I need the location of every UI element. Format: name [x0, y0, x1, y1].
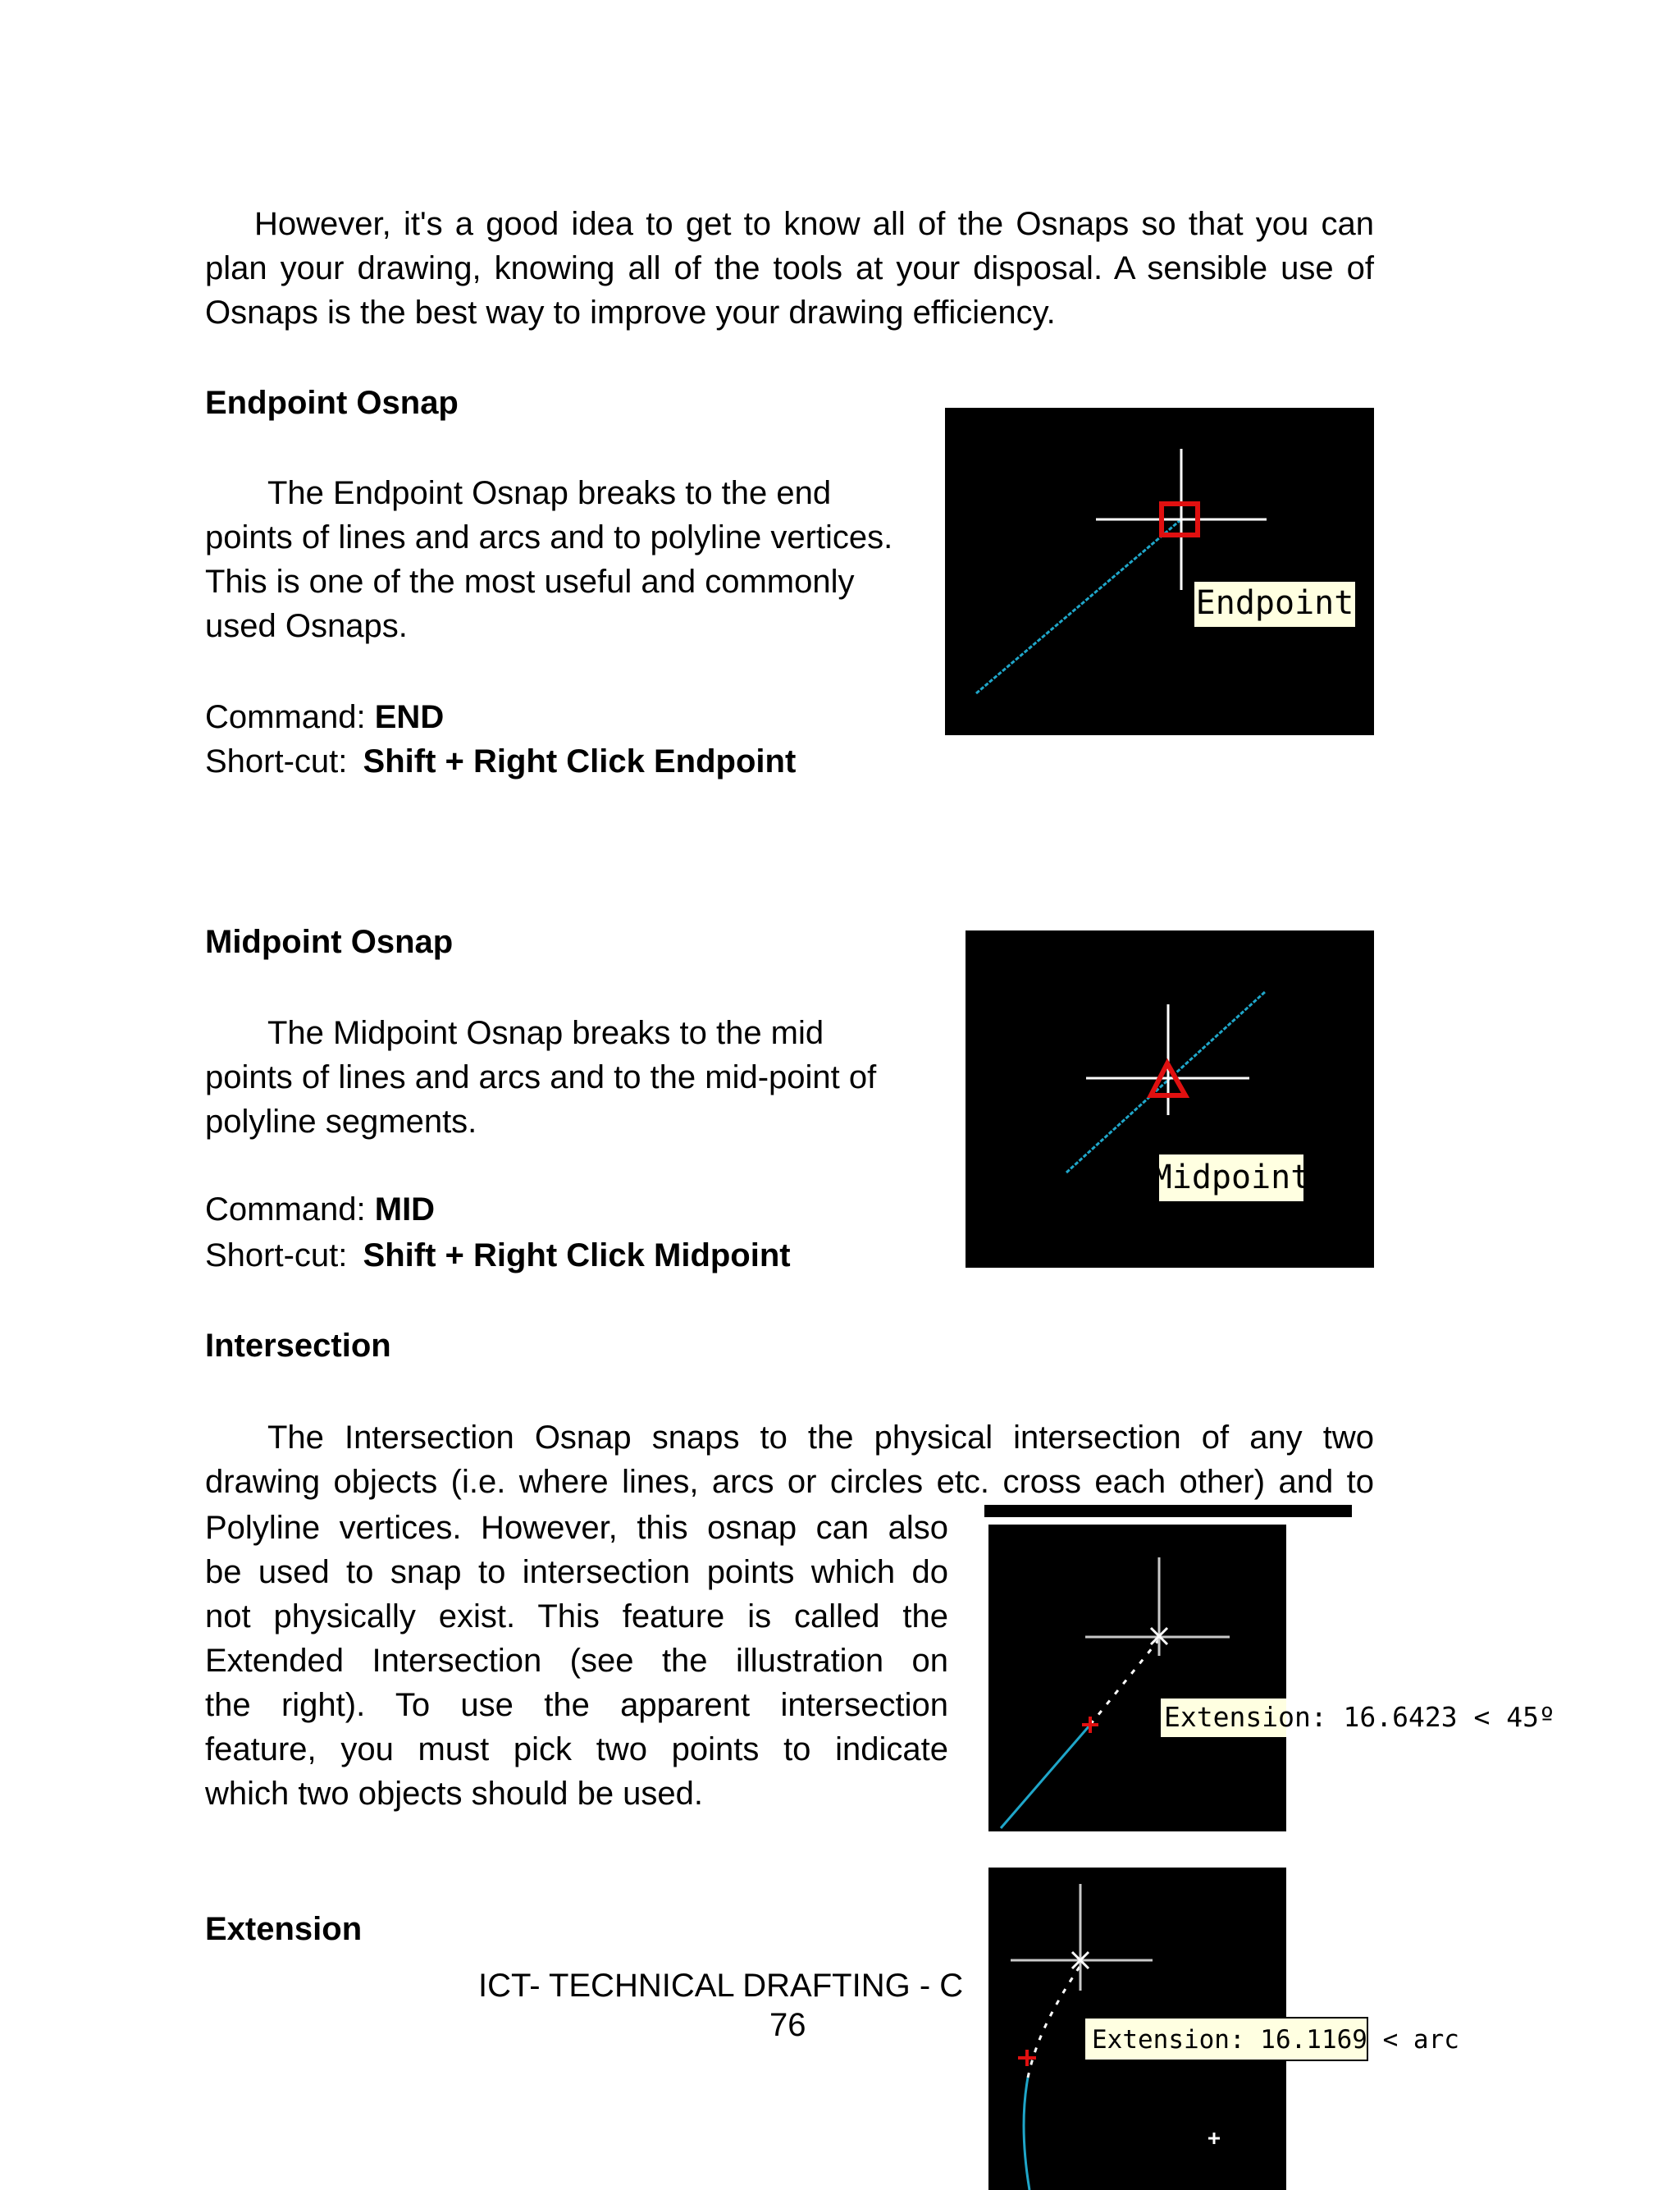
acquired-point-icon [1018, 2050, 1036, 2066]
endpoint-shortcut [205, 739, 796, 784]
endpoint-command [205, 695, 444, 739]
intersection-line: not physically exist. This feature is called the [205, 1598, 948, 1634]
intersection-line: The Intersection Osnap snaps to the physical intersection of any two [267, 1420, 1374, 1456]
cad-arc [1024, 2078, 1029, 2190]
midpoint-heading: Midpoint Osnap [205, 924, 454, 960]
shortcut-label: Short-cut: [205, 1237, 348, 1273]
command-value: MID [374, 1191, 436, 1228]
intro-paragraph [205, 202, 1374, 335]
midpoint-description [205, 1011, 927, 1144]
endpoint-figure [945, 408, 1374, 735]
endpoint-line: This is one of the most useful and commonly [205, 564, 855, 600]
cad-line [1001, 1725, 1090, 1828]
intersection-wrap-paragraph [205, 1506, 948, 1816]
extension-tooltip [1084, 2017, 1459, 2061]
shortcut-label: Short-cut: [205, 743, 348, 780]
intersection-line: feature, you must pick two points to indicate [205, 1731, 948, 1767]
intro-line: Osnaps is the best way to improve your drawing efficiency. [205, 295, 1056, 331]
intersection-paragraph [205, 1415, 1374, 1504]
endpoint-line: The Endpoint Osnap breaks to the end [267, 475, 832, 511]
divider-bar [984, 1505, 1352, 1517]
midpoint-command [205, 1187, 435, 1232]
midpoint-tooltip-text: Midpoint [1152, 1159, 1311, 1196]
intersection-line: Extended Intersection (see the illustration on [205, 1643, 948, 1679]
intro-line: plan your drawing, knowing all of the tools at your disposal. A sensible use of [205, 250, 1374, 286]
command-value: END [374, 699, 445, 735]
footer-title: ICT- TECHNICAL DRAFTING - C [478, 1968, 964, 2004]
cursor-icon [1208, 2133, 1220, 2144]
midpoint-figure [966, 930, 1374, 1268]
command-label: Command: [205, 1191, 366, 1228]
shortcut-value: Shift + Right Click Endpoint [363, 743, 797, 780]
endpoint-line: used Osnaps. [205, 608, 408, 644]
midpoint-line: The Midpoint Osnap breaks to the mid [267, 1015, 824, 1051]
intersection-tooltip [1159, 1697, 1555, 1739]
cad-line [1066, 991, 1266, 1173]
extension-tooltip-text: Extension: 16.1169 < arc [1092, 2025, 1459, 2055]
page-number: 76 [769, 2007, 806, 2043]
midpoint-shortcut [205, 1233, 791, 1278]
intersection-line: Polyline vertices. However, this osnap can also [205, 1510, 948, 1546]
intersection-line: be used to snap to intersection points which do [205, 1554, 948, 1590]
endpoint-heading: Endpoint Osnap [205, 385, 459, 421]
extension-heading: Extension [205, 1911, 363, 1947]
endpoint-tooltip-text: Endpoint [1195, 584, 1354, 622]
cad-line [976, 519, 1181, 693]
endpoint-line: points of lines and arcs and to polyline vertices. [205, 519, 893, 556]
intersection-line: drawing objects (i.e. where lines, arcs or circles etc. cross each other) and to [205, 1464, 1374, 1500]
intersection-tooltip-text: Extension: 16.6423 < 45º [1164, 1701, 1555, 1733]
intersection-figure [988, 1525, 1286, 1831]
intersection-heading: Intersection [205, 1328, 391, 1364]
midpoint-line: points of lines and arcs and to the mid-point of [205, 1059, 877, 1095]
shortcut-value: Shift + Right Click Midpoint [363, 1237, 791, 1273]
extension-path [1028, 1962, 1083, 2078]
intersection-line: which two objects should be used. [205, 1776, 704, 1812]
endpoint-description [205, 471, 927, 648]
midpoint-line: polyline segments. [205, 1104, 477, 1140]
command-label: Command: [205, 699, 366, 735]
intro-line: However, it's a good idea to get to know all of the Osnaps so that you can [254, 206, 1374, 242]
intersection-line: the right). To use the apparent intersection [205, 1687, 948, 1723]
extension-path [1090, 1639, 1159, 1725]
